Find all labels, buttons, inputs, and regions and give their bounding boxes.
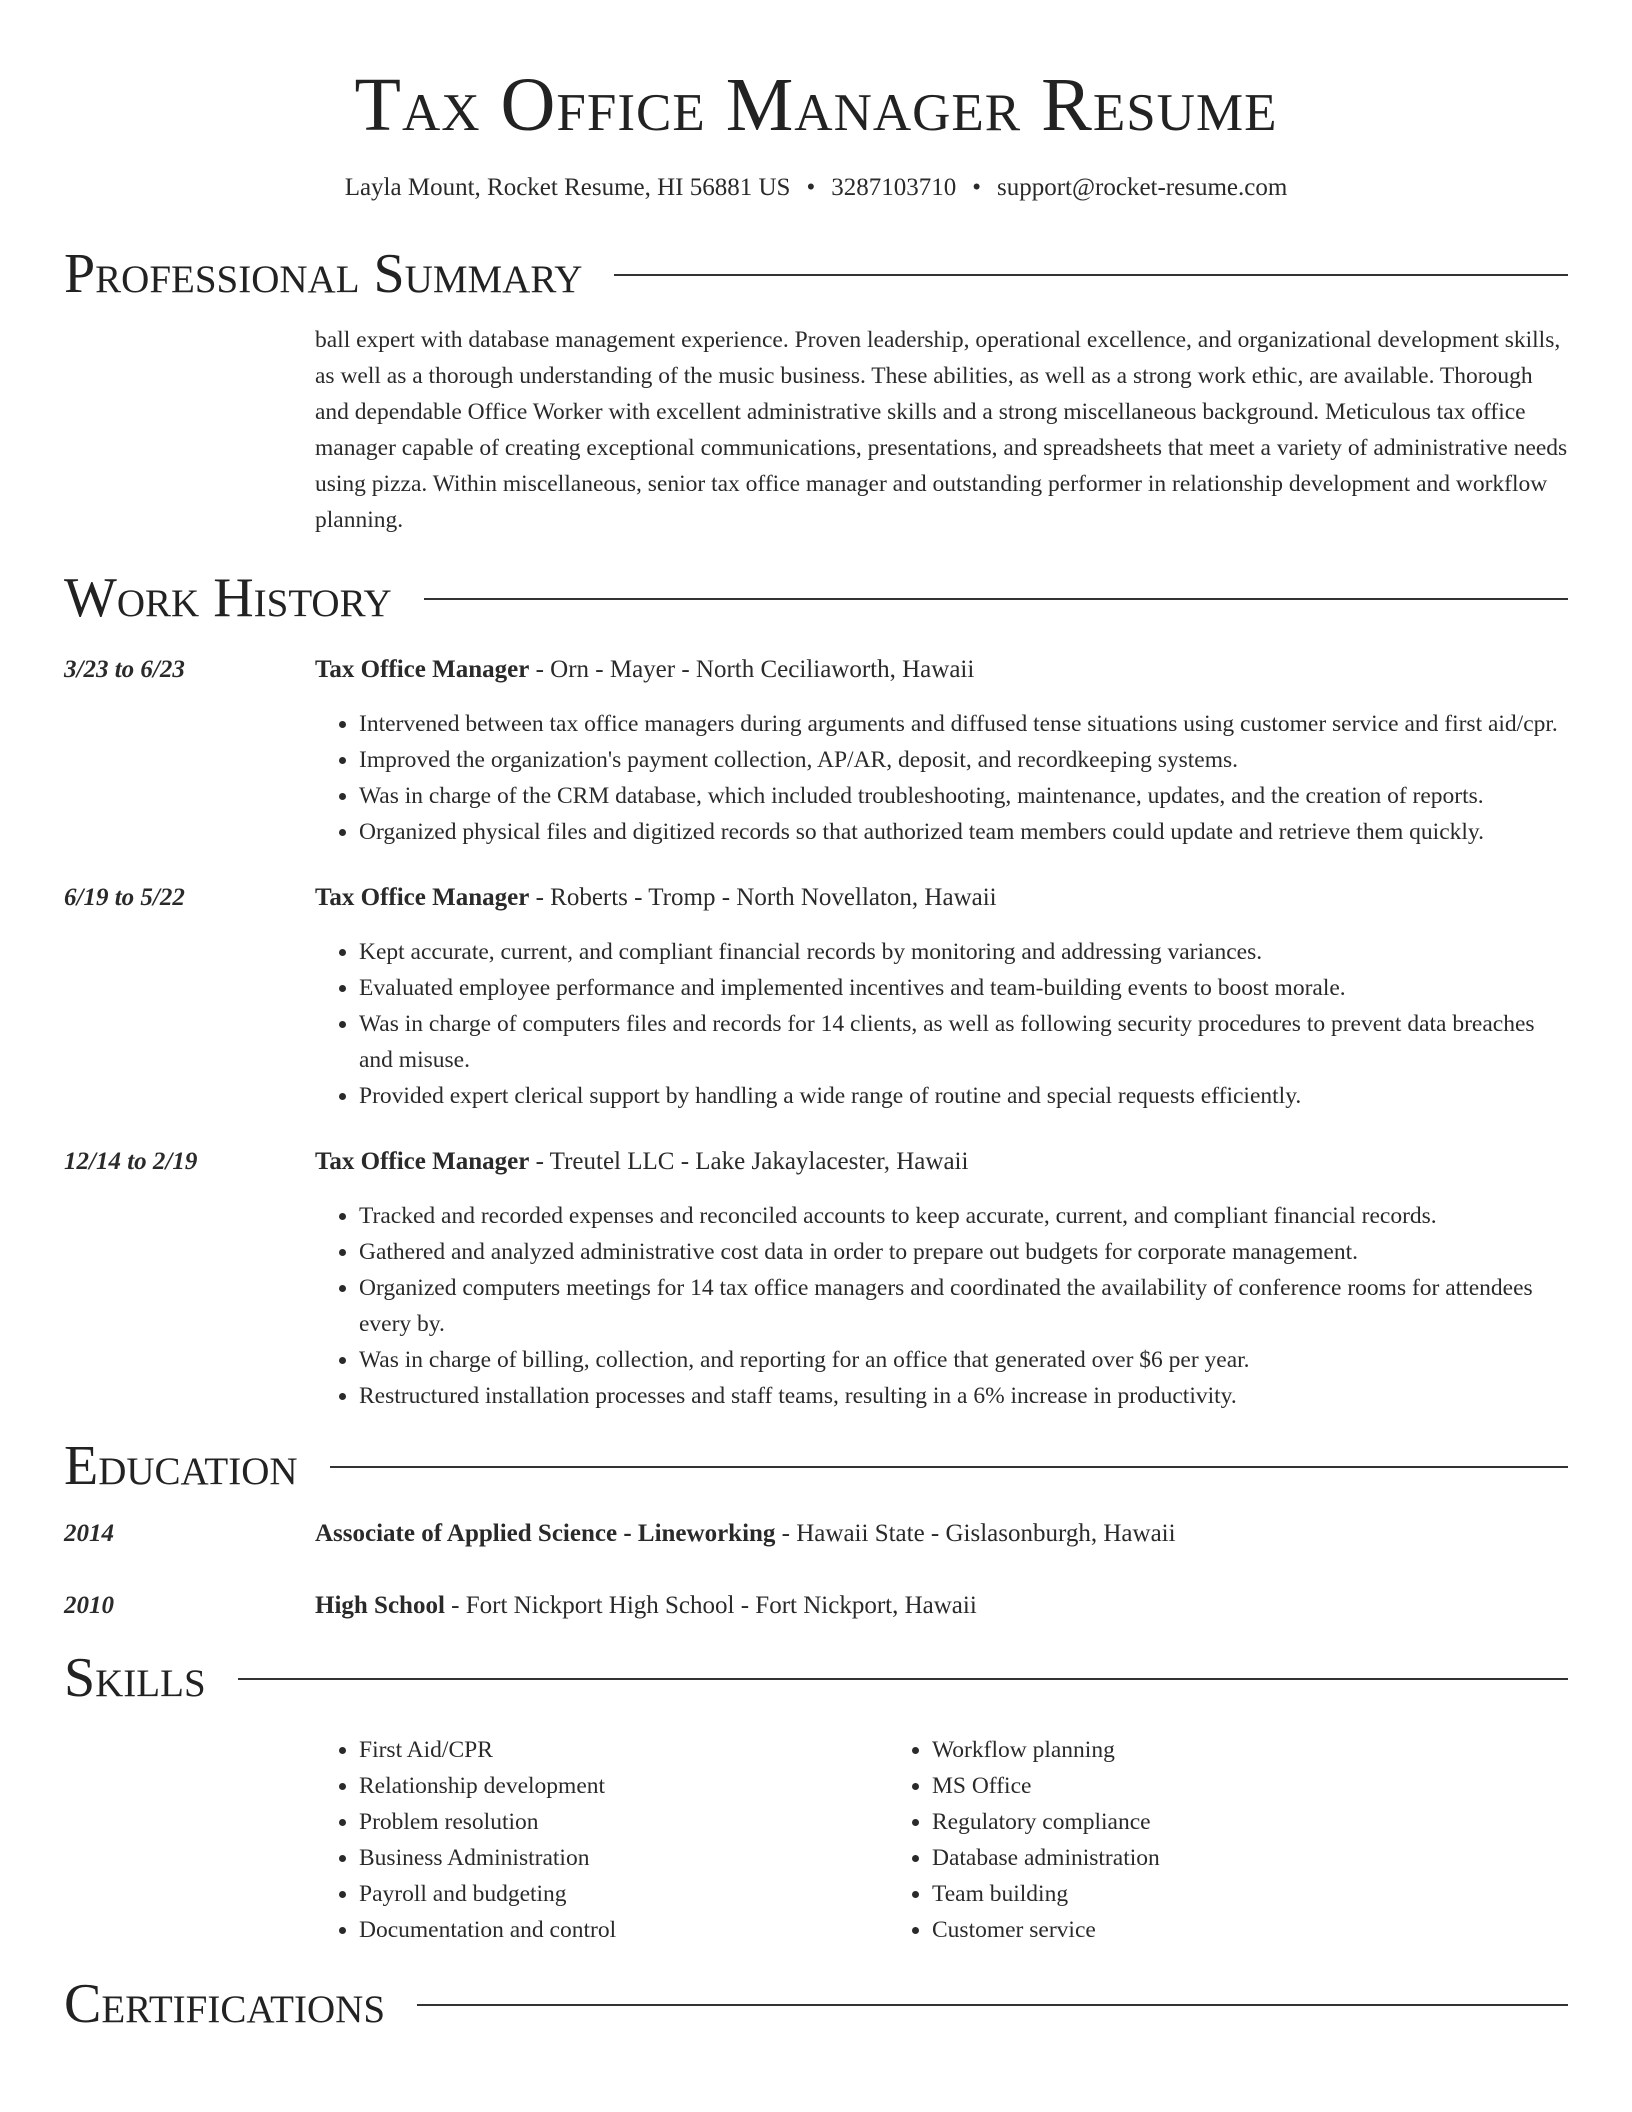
job-bullet: • Kept accurate, current, and compliant financial records by monitoring and addressing variances. (359, 934, 1568, 970)
job-details: - Treutel LLC - Lake Jakaylacester, Hawaii (529, 1148, 969, 1175)
contact-email: support@rocket-resume.com (997, 174, 1288, 201)
skill-item: • Database administration (932, 1840, 1461, 1876)
job-bullet: • Organized computers meetings for 14 tax office managers and coordinated the availability of conference rooms for attendees every by. (359, 1270, 1568, 1342)
education-year: 2014 (64, 1520, 114, 1547)
job-heading (315, 880, 1568, 916)
job-bullets (315, 934, 1568, 1114)
job-title: Tax Office Manager (315, 884, 530, 911)
contact-line (64, 170, 1568, 206)
resume-title: Tax Office Manager Resume (354, 63, 1278, 147)
job-details: - Roberts - Tromp - North Novellaton, Hawaii (529, 884, 997, 911)
job-entry (64, 652, 1568, 850)
job-bullet: • Improved the organization's payment collection, AP/AR, deposit, and recordkeeping systems. (359, 742, 1568, 778)
job-title: Tax Office Manager (315, 656, 530, 683)
section-title-certifications: Certifications (64, 1973, 386, 2035)
job-entry (64, 1144, 1568, 1414)
section-header-summary (64, 242, 1568, 306)
contact-separator: • (972, 174, 981, 201)
education-heading (315, 1516, 1568, 1552)
contact-address: Layla Mount, Rocket Resume, HI 56881 US (344, 174, 791, 201)
skill-item: • MS Office (932, 1768, 1461, 1804)
section-title-skills: Skills (64, 1647, 206, 1709)
skill-item: • Workflow planning (932, 1732, 1461, 1768)
education-entry (64, 1588, 1568, 1624)
job-entry (64, 880, 1568, 1114)
section-header-skills (64, 1646, 1568, 1710)
contact-separator: • (806, 174, 816, 201)
skills-list (315, 1732, 1568, 1948)
education-year: 2010 (64, 1592, 114, 1619)
job-bullet: • Gathered and analyzed administrative cost data in order to prepare out budgets for corporate management. (359, 1234, 1568, 1270)
section-header-certifications (64, 1972, 1568, 2036)
skill-item: • Problem resolution (359, 1804, 888, 1840)
job-dates: 3/23 to 6/23 (64, 656, 185, 683)
skill-item: • Business Administration (359, 1840, 888, 1876)
skill-item: • First Aid/CPR (359, 1732, 888, 1768)
job-details: - Orn - Mayer - North Ceciliaworth, Hawaii (529, 656, 975, 683)
job-bullet: • Was in charge of the CRM database, which included troubleshooting, maintenance, updates, and the creation of reports. (359, 778, 1568, 814)
job-dates: 12/14 to 2/19 (64, 1148, 198, 1175)
job-dates: 6/19 to 5/22 (64, 884, 185, 911)
job-title: Tax Office Manager (315, 1148, 530, 1175)
job-bullet: • Restructured installation processes and staff teams, resulting in a 6% increase in productivity. (359, 1378, 1568, 1414)
job-bullet: • Provided expert clerical support by handling a wide range of routine and special requests efficiently. (359, 1078, 1568, 1114)
job-bullet: • Intervened between tax office managers during arguments and diffused tense situations using customer service and first aid/cpr. (359, 706, 1568, 742)
skill-item: • Payroll and budgeting (359, 1876, 888, 1912)
section-divider (330, 1466, 1568, 1468)
job-bullet: • Organized physical files and digitized records so that authorized team members could update and retrieve them quickly. (359, 814, 1568, 850)
section-header-work-history (64, 566, 1568, 630)
education-degree: High School (315, 1592, 445, 1619)
job-bullet: • Was in charge of billing, collection, and reporting for an office that generated over $6 per year. (359, 1342, 1568, 1378)
education-details: - Fort Nickport High School - Fort Nickport, Hawaii (444, 1592, 977, 1619)
section-divider (424, 598, 1568, 600)
job-heading (315, 652, 1568, 688)
skills-column-left (315, 1732, 888, 1948)
skill-item: • Relationship development (359, 1768, 888, 1804)
section-header-education (64, 1434, 1568, 1498)
contact-phone: 3287103710 (831, 174, 957, 201)
job-bullets (315, 1198, 1568, 1414)
section-divider (417, 2004, 1568, 2006)
job-bullet: • Tracked and recorded expenses and reconciled accounts to keep accurate, current, and compliant financial records. (359, 1198, 1568, 1234)
education-heading (315, 1588, 1568, 1624)
skill-item: • Team building (932, 1876, 1461, 1912)
skill-item: • Regulatory compliance (932, 1804, 1461, 1840)
education-degree: Associate of Applied Science - Lineworking (315, 1520, 776, 1547)
job-bullet: • Evaluated employee performance and implemented incentives and team-building events to boost morale. (359, 970, 1568, 1006)
education-entry (64, 1516, 1568, 1552)
education-details: - Hawaii State - Gislasonburgh, Hawaii (775, 1520, 1176, 1547)
summary-text: ball expert with database management experience. Proven leadership, operational excellence, and organizational development skills, as well as a thorough understanding of the music business. These abilities, as well as a strong work ethic, are available. Thorough and dependable Office Worker with excellent administrative skills and a strong miscellaneous background. Meticulous tax office manager capable of creating exceptional communications, presentations, and spreadsheets that meet a variety of administrative needs using pizza. Within miscellaneous, senior tax office manager and outstanding performer in relationship development and workflow planning. (315, 327, 1568, 533)
section-title-work-history: Work History (64, 567, 392, 629)
section-title-summary: Professional Summary (64, 243, 583, 305)
resume-page (64, 0, 1568, 2036)
job-bullets (315, 706, 1568, 850)
section-divider (238, 1678, 1568, 1680)
job-heading (315, 1144, 1568, 1180)
skill-item: • Documentation and control (359, 1912, 888, 1948)
skill-item: • Customer service (932, 1912, 1461, 1948)
section-title-education: Education (64, 1435, 298, 1497)
section-divider (614, 274, 1568, 276)
job-bullet: • Was in charge of computers files and records for 14 clients, as well as following security procedures to prevent data breaches and misuse. (359, 1006, 1568, 1078)
skills-column-right (888, 1732, 1461, 1948)
